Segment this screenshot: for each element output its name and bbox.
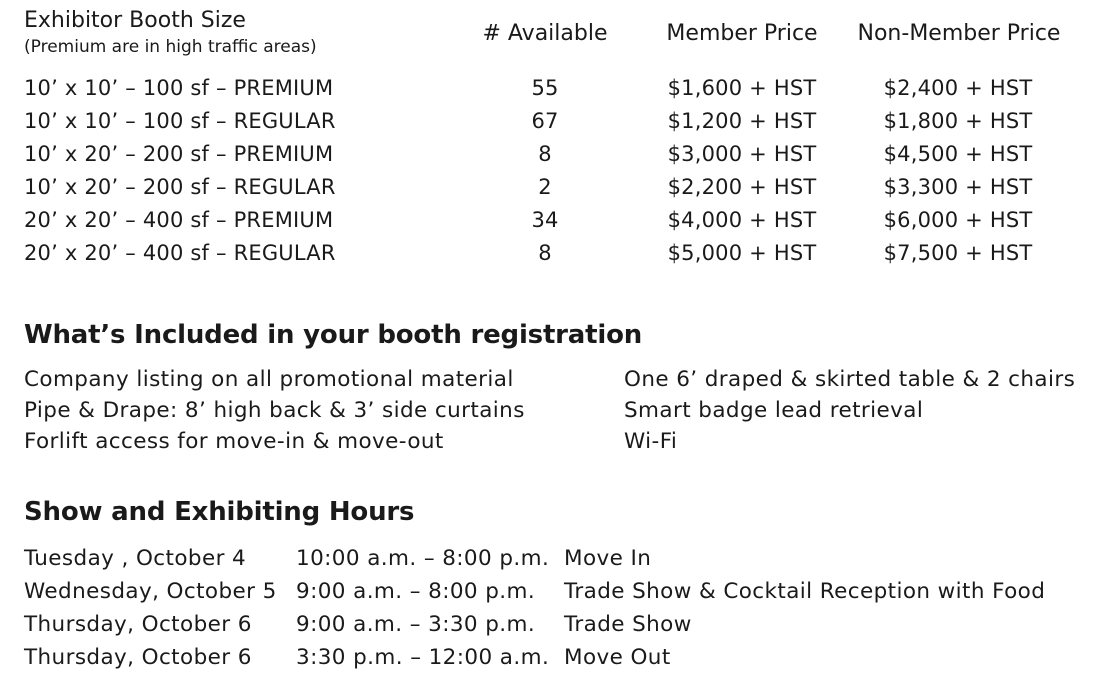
- member-price-header: Member Price: [666, 21, 818, 46]
- booth-size-header: Exhibitor Booth Size: [24, 8, 246, 33]
- list-item: Pipe & Drape: 8’ high back & 3’ side curtains: [24, 398, 525, 423]
- nonmember-price-cell: $7,500 + HST: [883, 241, 1033, 265]
- list-item: Wi-Fi: [624, 429, 678, 454]
- nonmember-price-cell: $4,500 + HST: [883, 142, 1033, 166]
- available-header: # Available: [482, 21, 608, 46]
- member-price-cell: $5,000 + HST: [667, 241, 817, 265]
- booth-size-cell: 20’ x 20’ – 400 sf – REGULAR: [24, 241, 336, 265]
- booth-size-cell: 10’ x 20’ – 200 sf – PREMIUM: [24, 142, 334, 166]
- available-cell: 8: [538, 142, 552, 166]
- activity-cell: Trade Show: [564, 612, 692, 637]
- list-item: Company listing on all promotional material: [24, 367, 514, 392]
- booth-size-cell: 10’ x 10’ – 100 sf – REGULAR: [24, 109, 336, 133]
- day-cell: Tuesday , October 4: [24, 546, 247, 571]
- member-price-cell: $3,000 + HST: [667, 142, 817, 166]
- nonmember-price-header: Non-Member Price: [857, 21, 1061, 46]
- list-item: Forlift access for move-in & move-out: [24, 429, 444, 454]
- available-cell: 55: [531, 76, 559, 100]
- nonmember-price-cell: $1,800 + HST: [883, 109, 1033, 133]
- available-cell: 8: [538, 241, 552, 265]
- member-price-cell: $4,000 + HST: [667, 208, 817, 232]
- day-cell: Wednesday, October 5: [24, 579, 277, 604]
- day-cell: Thursday, October 6: [24, 612, 252, 637]
- activity-cell: Move Out: [564, 645, 671, 670]
- available-cell: 2: [538, 175, 552, 199]
- time-cell: 10:00 a.m. – 8:00 p.m.: [296, 546, 550, 571]
- nonmember-price-cell: $3,300 + HST: [883, 175, 1033, 199]
- booth-size-cell: 10’ x 20’ – 200 sf – REGULAR: [24, 175, 336, 199]
- activity-cell: Trade Show & Cocktail Reception with Food: [564, 579, 1046, 604]
- booth-size-cell: 20’ x 20’ – 400 sf – PREMIUM: [24, 208, 334, 232]
- list-item: Smart badge lead retrieval: [624, 398, 924, 423]
- day-cell: Thursday, October 6: [24, 645, 252, 670]
- time-cell: 9:00 a.m. – 8:00 p.m.: [296, 579, 536, 604]
- included-heading: What’s Included in your booth registration: [24, 320, 643, 350]
- nonmember-price-cell: $2,400 + HST: [883, 76, 1033, 100]
- time-cell: 3:30 p.m. – 12:00 a.m.: [296, 645, 550, 670]
- nonmember-price-cell: $6,000 + HST: [883, 208, 1033, 232]
- list-item: One 6’ draped & skirted table & 2 chairs: [624, 367, 1076, 392]
- member-price-cell: $1,200 + HST: [667, 109, 817, 133]
- available-cell: 67: [531, 109, 559, 133]
- available-cell: 34: [531, 208, 559, 232]
- booth-size-note: (Premium are in high traffic areas): [24, 37, 317, 57]
- member-price-cell: $2,200 + HST: [667, 175, 817, 199]
- member-price-cell: $1,600 + HST: [667, 76, 817, 100]
- time-cell: 9:00 a.m. – 3:30 p.m.: [296, 612, 536, 637]
- booth-size-cell: 10’ x 10’ – 100 sf – PREMIUM: [24, 76, 334, 100]
- activity-cell: Move In: [564, 546, 652, 571]
- hours-heading: Show and Exhibiting Hours: [24, 497, 415, 527]
